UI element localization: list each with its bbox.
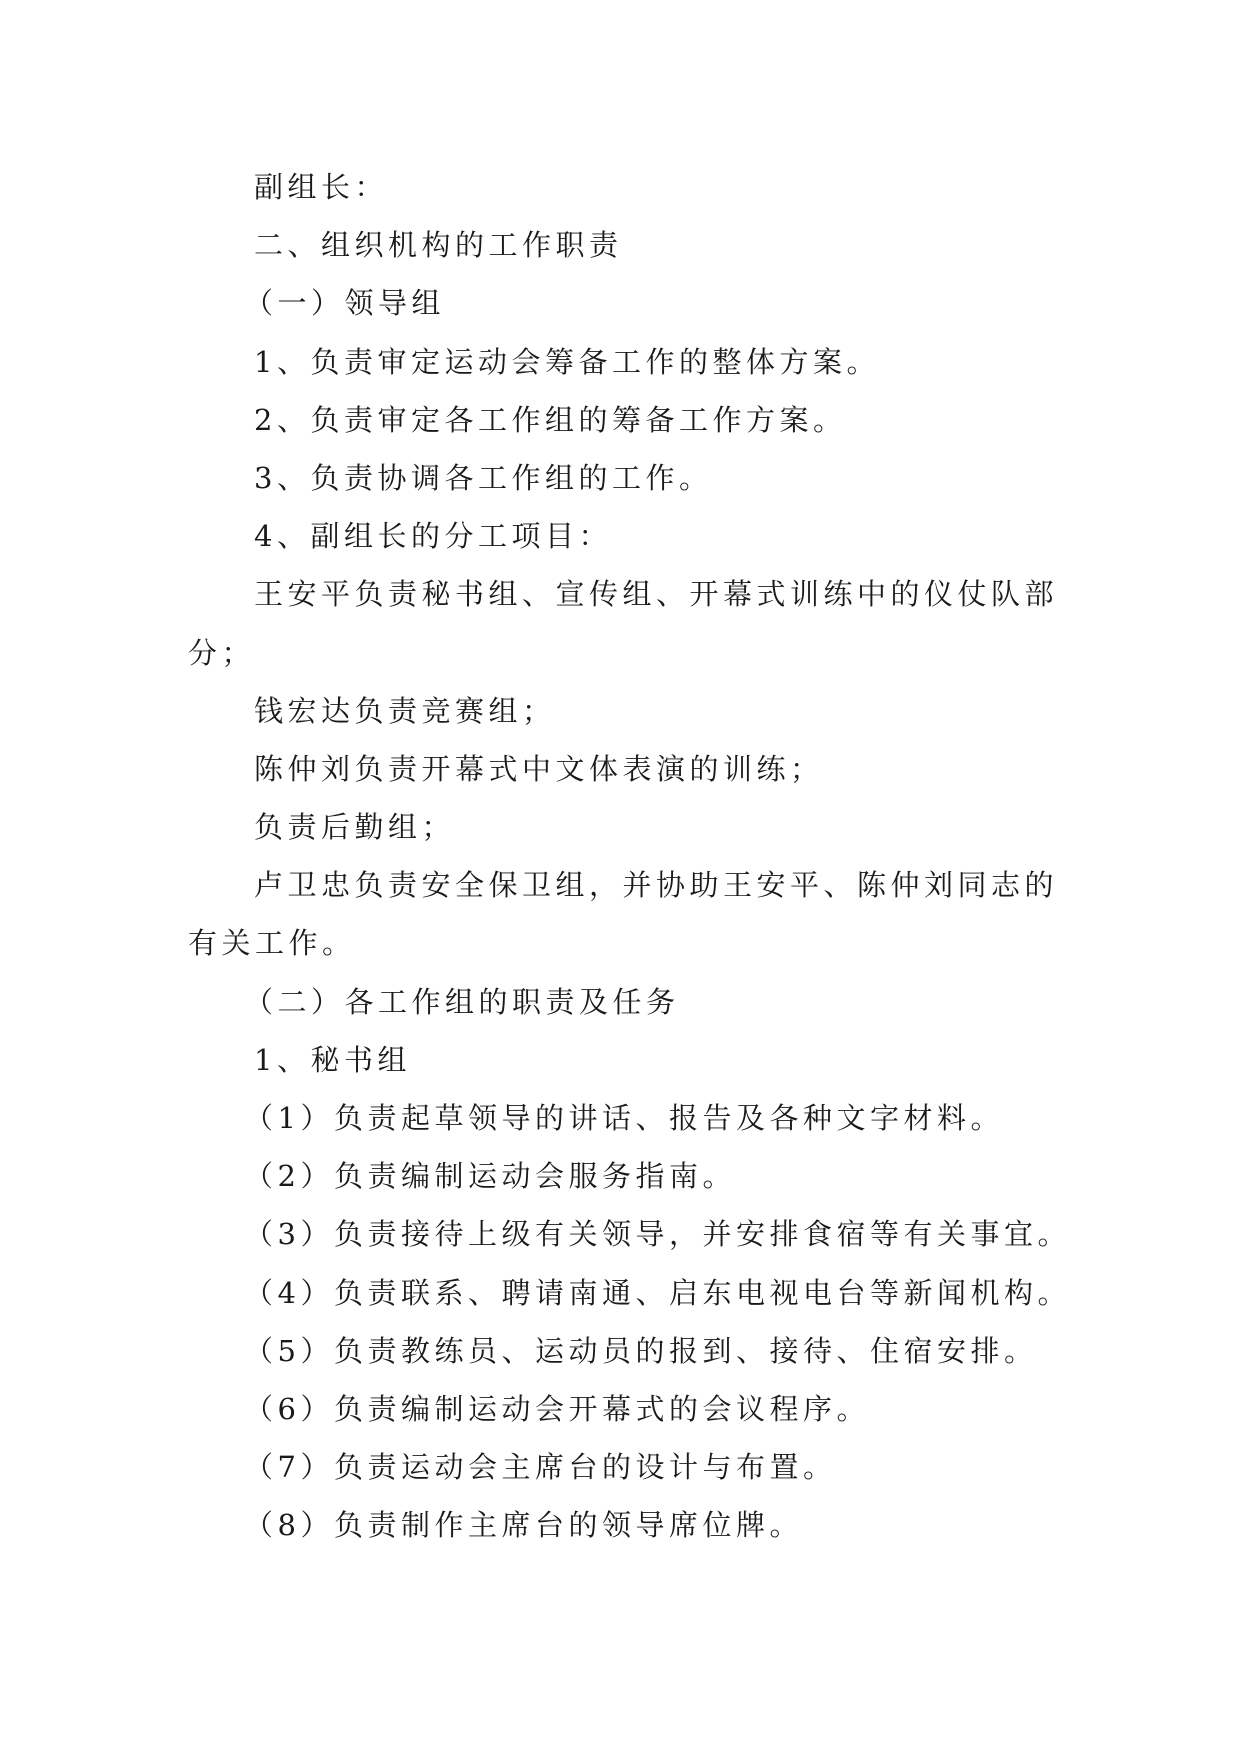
subsection-heading-work-groups: （二）各工作组的职责及任务: [244, 984, 680, 1019]
list-item: 3、负责协调各工作组的工作。: [254, 460, 713, 495]
list-item: （4）负责联系、聘请南通、启东电视电台等新闻机构。: [244, 1275, 1071, 1310]
paragraph-line: 卢卫忠负责安全保卫组，并协助王安平、陈仲刘同志的: [254, 868, 1059, 903]
list-item: （1）负责起草领导的讲话、报告及各种文字材料。: [244, 1101, 1004, 1135]
subsection-heading-leadership: （一）领导组: [244, 286, 446, 321]
group-heading-secretariat: 1、秘书组: [254, 1042, 411, 1077]
section-heading-2: 二、组织机构的工作职责: [254, 228, 623, 263]
list-item: （8）负责制作主席台的领导席位牌。: [244, 1508, 803, 1543]
paragraph-line: 负责后勤组；: [254, 810, 456, 845]
list-item: 4、副组长的分工项目：: [254, 519, 612, 554]
list-item: （6）负责编制运动会开幕式的会议程序。: [244, 1391, 870, 1426]
text-line-deputy-leader: 副组长：: [254, 170, 389, 204]
paragraph-continuation: 有关工作。: [188, 926, 356, 961]
list-item: （7）负责运动会主席台的设计与布置。: [244, 1450, 837, 1485]
paragraph-line: 钱宏达负责竞赛组；: [254, 693, 556, 728]
list-item: （3）负责接待上级有关领导，并安排食宿等有关事宜。: [244, 1217, 1071, 1252]
paragraph-continuation: 分；: [188, 635, 256, 670]
list-item: 2、负责审定各工作组的筹备工作方案。: [254, 402, 847, 437]
paragraph-line: 陈仲刘负责开幕式中文体表演的训练；: [254, 751, 824, 786]
list-item: 1、负责审定运动会筹备工作的整体方案。: [254, 344, 880, 379]
paragraph-line: 王安平负责秘书组、宣传组、开幕式训练中的仪仗队部: [254, 577, 1059, 612]
list-item: （5）负责教练员、运动员的报到、接待、住宿安排。: [244, 1333, 1038, 1368]
document-body: [188, 158, 1071, 1555]
list-item: （2）负责编制运动会服务指南。: [244, 1159, 736, 1194]
